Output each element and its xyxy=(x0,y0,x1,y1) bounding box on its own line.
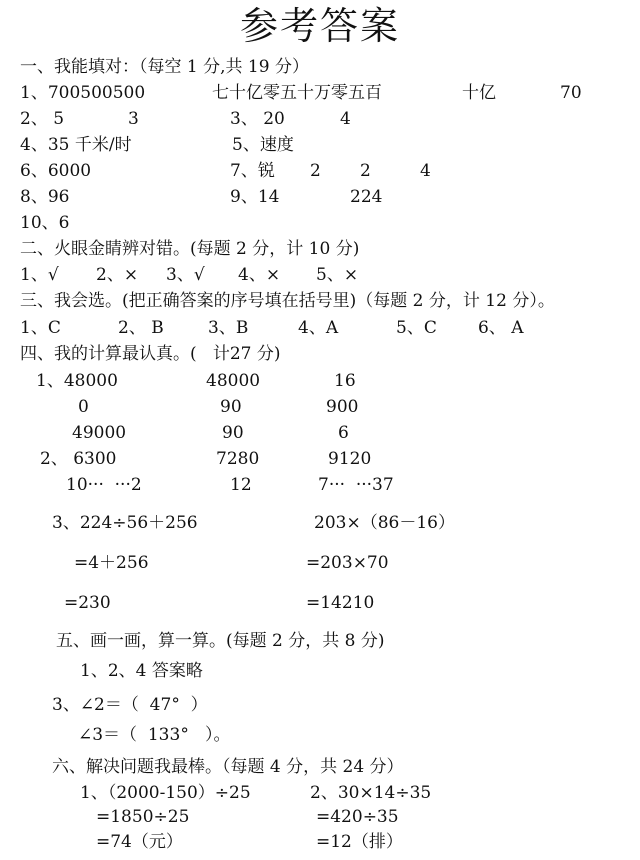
answer-text: 2、 5 xyxy=(20,109,65,129)
answer-text: 48000 xyxy=(206,371,261,391)
answer-text: 1、2、4 答案略 xyxy=(80,661,203,681)
answer-text: 4 xyxy=(420,161,431,181)
answer-text: 3、B xyxy=(208,318,249,338)
answer-text: 6 xyxy=(338,423,349,443)
answer-text: =1850÷25 xyxy=(96,807,190,827)
answer-text: 2、 6300 xyxy=(40,449,117,469)
answer-text: =12（排） xyxy=(316,832,403,852)
section-6-heading: 六、解决问题我最棒。（每题 4 分，共 24 分） xyxy=(52,757,404,777)
answer-text: 224 xyxy=(350,187,383,207)
answer-text: =14210 xyxy=(306,593,375,613)
answer-text: 3、∠2＝（ 47° ） xyxy=(52,695,208,715)
answer-text: 10、6 xyxy=(20,213,70,233)
answer-text: 9120 xyxy=(328,449,372,469)
answer-text: 70 xyxy=(560,83,582,103)
section-3-heading: 三、我会选。(把正确答案的序号填在括号里)（每题 2 分，计 12 分）。 xyxy=(20,291,555,311)
answer-text: 3、 20 xyxy=(230,109,285,129)
answer-text: 49000 xyxy=(72,423,127,443)
answer-text: 16 xyxy=(334,371,356,391)
answer-text: 3、√ xyxy=(166,265,205,285)
answer-text: 6、 A xyxy=(478,318,524,338)
answer-text: 4、A xyxy=(298,318,339,338)
answer-text: 1、（2000-150）÷25 xyxy=(80,783,251,803)
answer-text: 90 xyxy=(220,397,242,417)
answer-text: =230 xyxy=(64,593,111,613)
answer-text: 1、48000 xyxy=(36,371,118,391)
answer-text: 7··· ···37 xyxy=(318,475,394,495)
answer-text: 4、35 千米/时 xyxy=(20,135,132,155)
answer-text: 6、6000 xyxy=(20,161,92,181)
answer-text: 1、700500500 xyxy=(20,83,146,103)
answer-text: 7、锐 xyxy=(230,161,275,181)
answer-text: 5、速度 xyxy=(232,135,294,155)
answer-text: 2、30×14÷35 xyxy=(310,783,432,803)
section-2-heading: 二、火眼金睛辨对错。(每题 2 分，计 10 分) xyxy=(20,239,360,259)
section-5-heading: 五、画一画，算一算。(每题 2 分，共 8 分) xyxy=(56,631,385,651)
answer-text: =74（元） xyxy=(96,832,183,852)
answer-text: 七十亿零五十万零五百 xyxy=(212,83,382,103)
answer-text: 5、C xyxy=(396,318,437,338)
answer-text: =4＋256 xyxy=(74,553,149,573)
answer-text: 7280 xyxy=(216,449,260,469)
answer-text: 203×（86－16） xyxy=(314,513,455,533)
answer-text: 十亿 xyxy=(462,83,496,103)
page-title: 参考答案 xyxy=(239,4,400,48)
answer-text: 3、224÷56＋256 xyxy=(52,513,198,533)
answer-text: 10··· ···2 xyxy=(66,475,142,495)
answer-text: =420÷35 xyxy=(316,807,399,827)
answer-text: 0 xyxy=(78,397,89,417)
answer-text: 3 xyxy=(128,109,139,129)
answer-text: 90 xyxy=(222,423,244,443)
answer-text: =203×70 xyxy=(306,553,389,573)
section-1-heading: 一、我能填对：（每空 1 分,共 19 分） xyxy=(20,57,309,77)
answer-text: 5、× xyxy=(316,265,359,285)
answer-text: 2 xyxy=(310,161,321,181)
answer-text: 8、96 xyxy=(20,187,70,207)
answer-text: 900 xyxy=(326,397,359,417)
answer-text: 2、× xyxy=(96,265,139,285)
answer-text: 4 xyxy=(340,109,351,129)
answer-text: 12 xyxy=(230,475,252,495)
answer-text: 9、14 xyxy=(230,187,280,207)
answer-text: 1、√ xyxy=(20,265,59,285)
answer-text: 4、× xyxy=(238,265,281,285)
answer-text: 2、 B xyxy=(118,318,164,338)
answer-text: 2 xyxy=(360,161,371,181)
answer-text: 1、C xyxy=(20,318,61,338)
section-4-heading: 四、我的计算最认真。( 计27 分) xyxy=(20,344,281,364)
answer-text: ∠3＝（ 133° ）。 xyxy=(78,725,231,745)
